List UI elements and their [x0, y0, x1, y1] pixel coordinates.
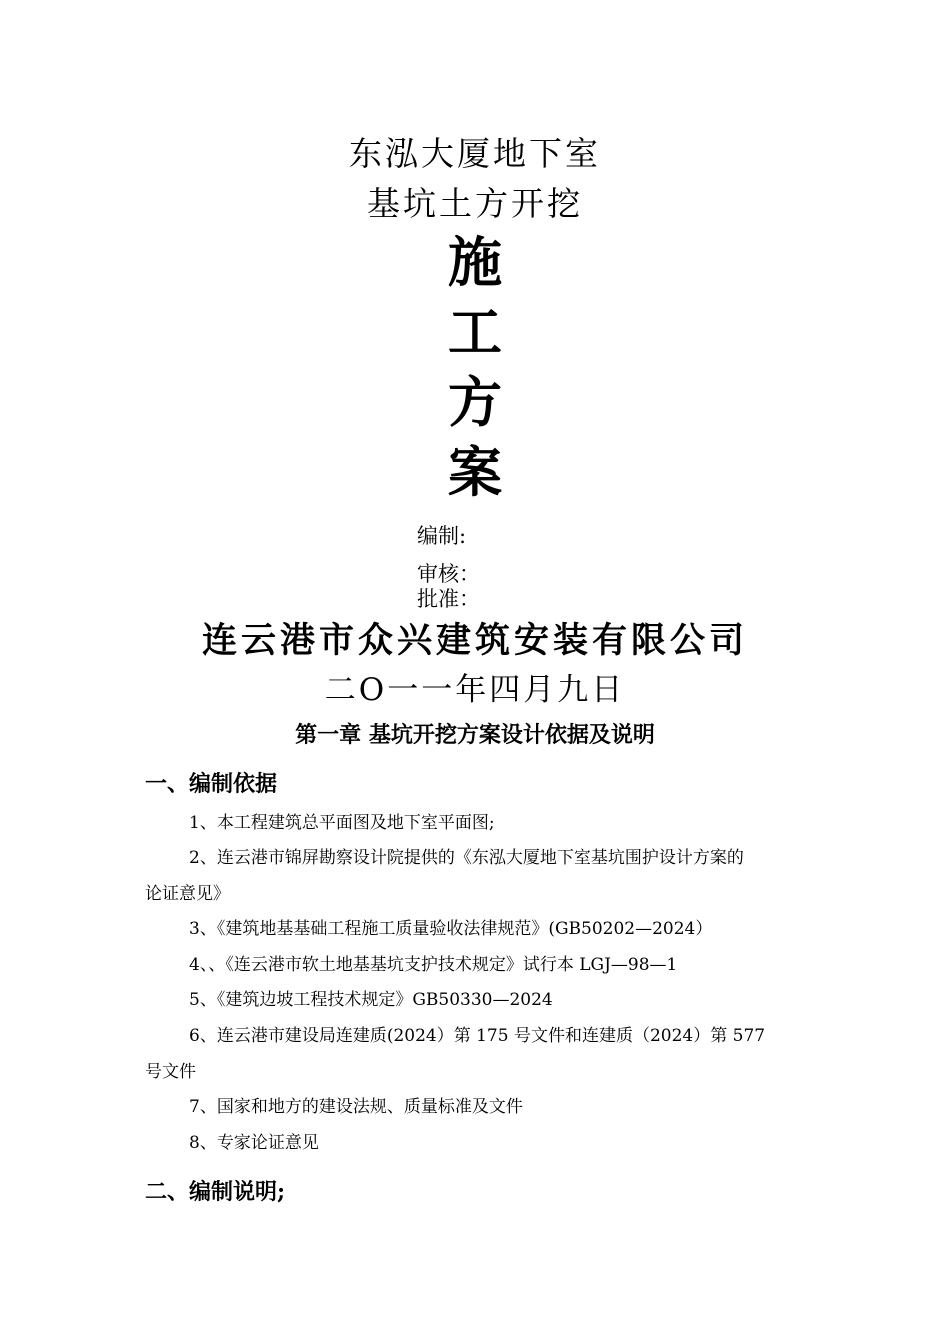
approve-label: 批准：: [417, 587, 480, 611]
list-item-continuation: 论证意见》: [145, 884, 230, 904]
cover-vertical-char-2: 工: [448, 300, 502, 364]
cover-title-line2: 基坑土方开挖: [367, 184, 583, 223]
list-item-continuation: 号文件: [145, 1062, 196, 1082]
list-item: 3、《建筑地基基础工程施工质量验收法律规范》(GB50202—2024）: [189, 919, 713, 939]
compile-label: 编制:: [417, 524, 467, 548]
list-item: 8、专家论证意见: [189, 1133, 319, 1153]
section1-title: 一、编制依据: [145, 771, 278, 797]
chapter-title: 第一章 基坑开挖方案设计依据及说明: [295, 722, 655, 748]
cover-date: 二O一一年四月九日: [324, 672, 626, 708]
section2-title: 二、编制说明;: [145, 1179, 286, 1205]
review-label: 审核：: [417, 562, 480, 586]
company-name: 连云港市众兴建筑安装有限公司: [201, 620, 748, 661]
list-item: 6、连云港市建设局连建质(2024）第 175 号文件和连建质（2024）第 577: [189, 1026, 766, 1046]
list-item: 4、、《连云港市软土地基基坑支护技术规定》试行本 LGJ—98—1: [189, 955, 678, 975]
cover-title-line1: 东泓大厦地下室: [349, 134, 601, 173]
list-item: 2、连云港市锦屏勘察设计院提供的《东泓大厦地下室基坑围护设计方案的: [189, 848, 744, 868]
list-item: 1、本工程建筑总平面图及地下室平面图;: [189, 813, 495, 833]
list-item: 7、国家和地方的建设法规、质量标准及文件: [189, 1097, 523, 1117]
cover-vertical-char-4: 案: [448, 440, 502, 504]
cover-vertical-char-3: 方: [448, 370, 502, 434]
cover-vertical-char-1: 施: [448, 230, 502, 294]
list-item: 5、《建筑边坡工程技术规定》GB50330—2024: [189, 990, 553, 1010]
